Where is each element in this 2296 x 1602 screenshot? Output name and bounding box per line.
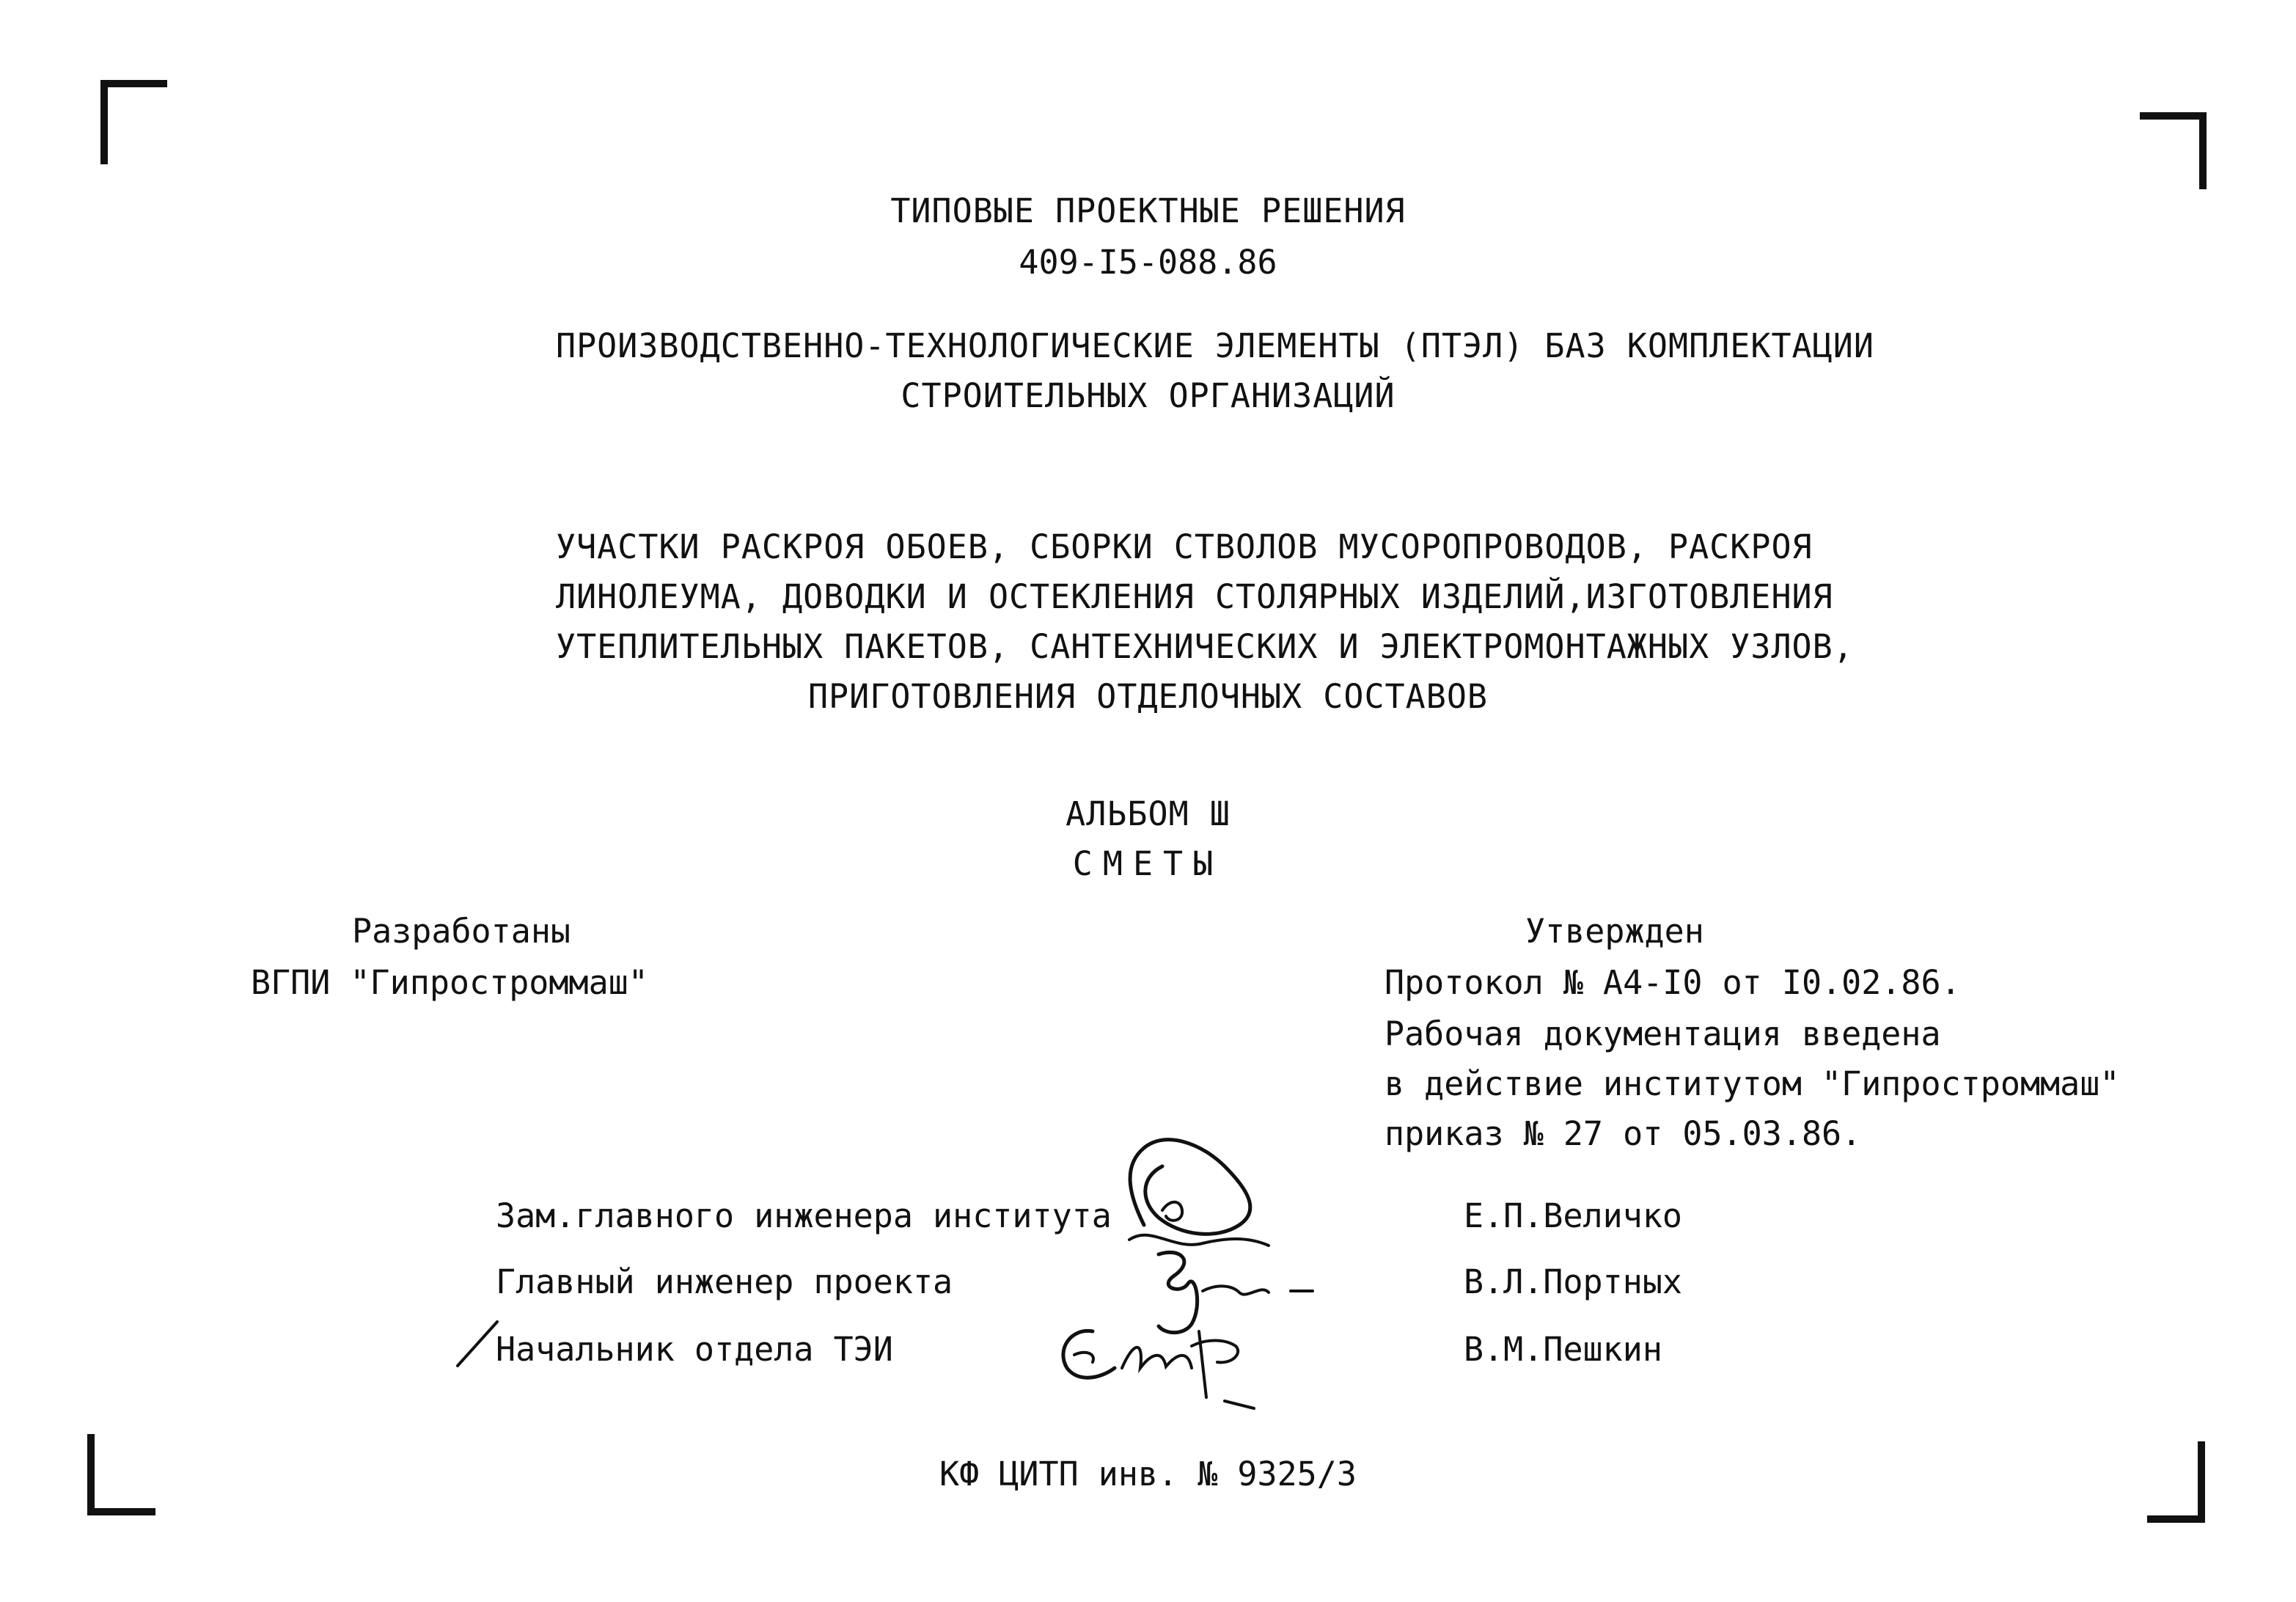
signatory-name: Е.П.Величко bbox=[1464, 1196, 1683, 1235]
inventory-number: КФ ЦИТП инв. № 9325/3 bbox=[939, 1455, 1357, 1493]
signatory-name: В.М.Пешкин bbox=[1464, 1330, 1662, 1369]
signatory-role: Главный инженер проекта bbox=[496, 1262, 953, 1301]
subtitle-line-3: УТЕПЛИТЕЛЬНЫХ ПАКЕТОВ, САНТЕХНИЧЕСКИХ И ЭЛЕКТРОМОНТАЖНЫХ УЗЛОВ, bbox=[556, 627, 1854, 666]
approval-doc-line-1: Рабочая документация введена bbox=[1384, 1014, 1941, 1053]
album-name: СМЕТЫ bbox=[1072, 844, 1224, 883]
approval-order: приказ № 27 от 05.03.86. bbox=[1384, 1114, 1862, 1153]
subtitle-line-2: ЛИНОЛЕУМА, ДОВОДКИ И ОСТЕКЛЕНИЯ СТОЛЯРНЫХ ИЗДЕЛИЙ,ИЗГОТОВЛЕНИЯ bbox=[556, 577, 1833, 616]
signatory-name: В.Л.Портных bbox=[1464, 1262, 1683, 1301]
signatory-role: Зам.главного инженера института bbox=[496, 1196, 1112, 1235]
developed-label: Разработаны bbox=[352, 912, 571, 951]
signatory-role: Начальник отдела ТЭИ bbox=[496, 1330, 893, 1369]
crop-mark-top-left bbox=[94, 75, 167, 170]
subtitle-line-1: УЧАСТКИ РАСКРОЯ ОБОЕВ, СБОРКИ СТВОЛОВ МУСОРОПРОВОДОВ, РАСКРОЯ bbox=[556, 527, 1813, 566]
document-code: 409-I5-088.86 bbox=[1019, 243, 1277, 282]
album-label: АЛЬБОМ Ш bbox=[1066, 794, 1230, 833]
approval-protocol: Протокол № А4-I0 от I0.02.86. bbox=[1384, 963, 1961, 1002]
approval-doc-line-2: в действие институтом "Гипростроммаш" bbox=[1384, 1064, 2120, 1103]
subtitle-line-4: ПРИГОТОВЛЕНИЯ ОТДЕЛОЧНЫХ СОСТАВОВ bbox=[807, 677, 1489, 716]
handwritten-tick-mark bbox=[452, 1317, 503, 1370]
series-title: ТИПОВЫЕ ПРОЕКТНЫЕ РЕШЕНИЯ bbox=[890, 191, 1406, 230]
approved-label: Утвержден bbox=[1525, 912, 1704, 951]
developer-org: ВГПИ "Гипростроммаш" bbox=[251, 963, 648, 1002]
title-line-2: СТРОИТЕЛЬНЫХ ОРГАНИЗАЦИЙ bbox=[901, 376, 1395, 415]
handwritten-signature bbox=[1041, 1309, 1291, 1419]
title-line-1: ПРОИЗВОДСТВЕННО-ТЕХНОЛОГИЧЕСКИЕ ЭЛЕМЕНТЫ (ПТЭЛ) БАЗ КОМПЛЕКТАЦИИ bbox=[556, 326, 1874, 365]
